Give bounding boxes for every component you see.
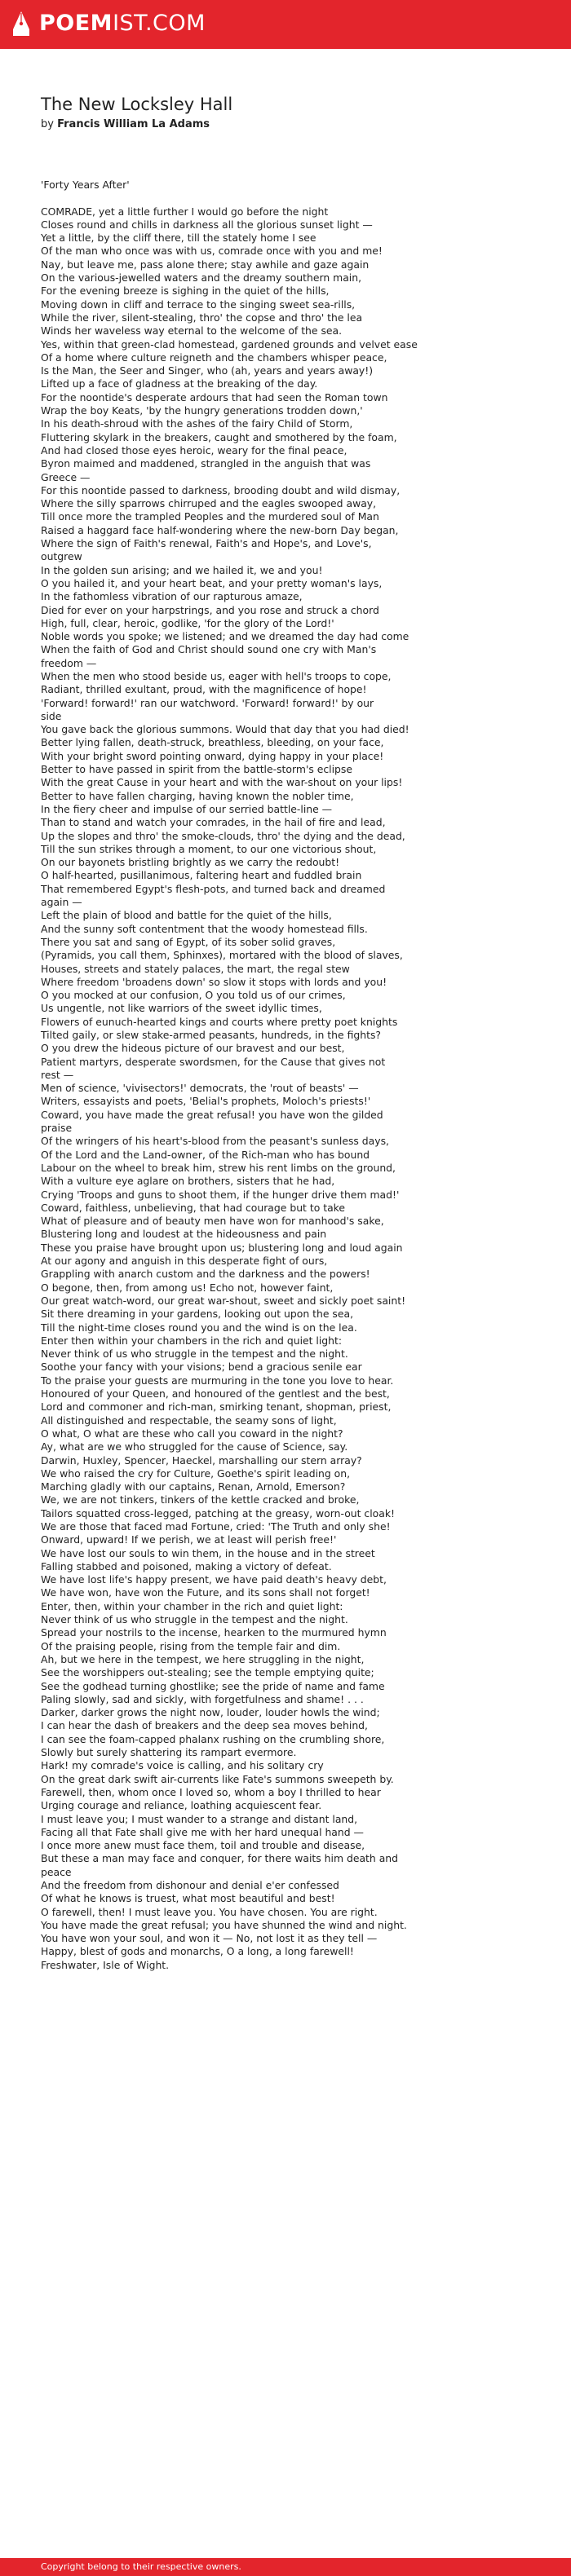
poem-line: On our bayonets bristling brightly as we carry the redoubt! [41, 856, 340, 869]
poem-line: Where the silly sparrows chirruped and the eagles swooped away, [41, 497, 377, 510]
logo-light: IST.COM [113, 11, 206, 36]
poem-line: Patient martyrs, desperate swordsmen, for the Cause that gives not [41, 1055, 386, 1068]
poem-line: Darwin, Huxley, Spencer, Haeckel, marshalling our stern array? [41, 1453, 362, 1467]
poem-line: We, we are not tinkers, tinkers of the kettle cracked and broke, [41, 1493, 360, 1506]
poem-line: Moving down in cliff and terrace to the singing sweet sea-rills, [41, 298, 356, 311]
site-footer [0, 2558, 571, 2576]
poem-line: O begone, then, from among us! Echo not, however faint, [41, 1281, 334, 1294]
poem-line: (Pyramids, you call them, Sphinxes), mortared with the blood of slaves, [41, 949, 403, 962]
poem-line: I must leave you; I must wander to a strange and distant land, [41, 1812, 358, 1825]
poem-line: Crying 'Troops and guns to shoot them, if the hunger drive them mad!' [41, 1188, 400, 1201]
poem-line: I can see the foam-capped phalanx rushing on the crumbling shore, [41, 1732, 385, 1745]
poem-line: Honoured of your Queen, and honoured of the gentlest and the best, [41, 1387, 390, 1400]
poem-line: You have made the great refusal; you have shunned the wind and night. [41, 1918, 407, 1931]
poem-line: Winds her waveless way eternal to the welcome of the sea. [41, 324, 343, 337]
poem-line: freedom — [41, 656, 97, 669]
poem-line: We have won, have won the Future, and its sons shall not forget! [41, 1586, 370, 1599]
poem-line: Better to have fallen charging, having known the nobler time, [41, 789, 354, 802]
poem-line: Wrap the boy Keats, 'by the hungry generations trodden down,' [41, 404, 363, 417]
poem-line: For the noontide's desperate ardours that had seen the Roman town [41, 390, 388, 404]
poem-line: To the praise your guests are murmuring in the tone you love to hear. [41, 1374, 394, 1387]
site-header [0, 0, 571, 49]
poem-line: For this noontide passed to darkness, brooding doubt and wild dismay, [41, 483, 401, 496]
poem-line: Coward, faithless, unbelieving, that had courage but to take [41, 1201, 346, 1214]
author-link[interactable]: Francis William La Adams [57, 118, 210, 130]
poem-line: praise [41, 1122, 73, 1135]
poem-line: O half-hearted, pusillanimous, faltering heart and fuddled brain [41, 869, 362, 882]
poem-line: Better to have passed in spirit from the battle-storm's eclipse [41, 763, 353, 776]
poem-line: Urging courage and reliance, loathing acquiescent fear. [41, 1799, 322, 1812]
poem-line: That remembered Egypt's flesh-pots, and turned back and dreamed [41, 882, 386, 895]
poem-line: We are those that faced mad Fortune, cried: 'The Truth and only she! [41, 1520, 391, 1533]
poem-line: We have lost life's happy present, we have paid death's heavy debt, [41, 1573, 387, 1586]
site-logo[interactable] [39, 11, 206, 37]
poem-line: O you hailed it, and your heart beat, and your pretty woman's lays, [41, 576, 383, 589]
poem-line: Slowly but surely shattering its rampart evermore. [41, 1746, 297, 1759]
poem-body [41, 179, 530, 1972]
poem-line: We have lost our souls to win them, in the house and in the street [41, 1546, 375, 1559]
poem-line: Byron maimed and maddened, strangled in the anguish that was [41, 457, 371, 470]
poem-line: All distinguished and respectable, the seamy sons of light, [41, 1414, 337, 1427]
poem-line: See the worshippers out-stealing; see the temple emptying quite; [41, 1666, 374, 1679]
poem-line: There you sat and sang of Egypt, of its sober solid graves, [41, 935, 336, 948]
poem-header [41, 94, 530, 131]
poem-line: Where freedom 'broadens down' so slow it stops with lords and you! [41, 975, 387, 988]
poem-line: 'Forty Years After' [41, 179, 130, 191]
poem-line: In the fathomless vibration of our rapturous amaze, [41, 590, 303, 603]
poem-title: The New Locksley Hall [41, 95, 233, 114]
poem-line: Till once more the trampled Peoples and the murdered soul of Man [41, 510, 379, 523]
poem-line: O you mocked at our confusion, O you told us of our crimes, [41, 989, 346, 1002]
poem-line: These you praise have brought upon us; blustering long and loud again [41, 1241, 403, 1254]
poem-line: Of the praising people, rising from the temple fair and dim. [41, 1639, 341, 1652]
poem-line: And the sunny soft contentment that the woody homestead fills. [41, 922, 368, 935]
poem-line: Up the slopes and thro' the smoke-clouds, thro' the dying and the dead, [41, 829, 405, 842]
poem-line: Coward, you have made the great refusal! you have won the gilded [41, 1108, 383, 1121]
poem-line: I once more anew must face them, toil and trouble and disease, [41, 1839, 365, 1852]
poem-line: Left the plain of blood and battle for the quiet of the hills, [41, 909, 332, 922]
poem-line: Blustering long and loudest at the hideousness and pain [41, 1228, 327, 1241]
poem-line: Enter, then, within your chamber in the rich and quiet light: [41, 1599, 343, 1612]
poem-line: With the great Cause in your heart and with the war-shout on your lips! [41, 776, 403, 789]
poem-line: Of a home where culture reigneth and the chambers whisper peace, [41, 351, 387, 364]
poem-line: Yet a little, by the cliff there, till the stately home I see [41, 232, 316, 245]
poem-line: 'Forward! forward!' ran our watchword. 'Forward! forward!' by our [41, 696, 374, 709]
poem-line: Where the sign of Faith's renewal, Faith's and Hope's, and Love's, [41, 537, 372, 550]
poem-line: Freshwater, Isle of Wight. [41, 1958, 170, 1971]
poem-line: Of the wringers of his heart's-blood from the peasant's sunless days, [41, 1135, 389, 1148]
poem-line: Is the Man, the Seer and Singer, who (ah, years and years away!) [41, 364, 374, 377]
poem-line: Sit there dreaming in your gardens, looking out upon the sea, [41, 1308, 354, 1321]
poem-line: Ah, but we here in the tempest, we here struggling in the night, [41, 1652, 365, 1665]
stanza-break [41, 192, 530, 205]
poem-line: Lifted up a face of gladness at the breaking of the day. [41, 377, 318, 390]
poem-line: Of the man who once was with us, comrade once with you and me! [41, 245, 383, 258]
poem-line: O what, O what are these who call you coward in the night? [41, 1427, 343, 1440]
poem-line: Than to stand and watch your comrades, in the hail of fire and lead, [41, 816, 386, 829]
poem-line: We who raised the cry for Culture, Goethe's spirit leading on, [41, 1467, 351, 1480]
poem-line: Raised a haggard face half-wondering where the new-born Day began, [41, 523, 399, 536]
poem-line: When the faith of God and Christ should sound one cry with Man's [41, 643, 377, 656]
poem-line: Never think of us who struggle in the tempest and the night. [41, 1613, 348, 1626]
poem-line: Our great watch-word, our great war-shout, sweet and sickly poet saint! [41, 1294, 406, 1307]
poem-line: Falling stabbed and poisoned, making a victory of defeat. [41, 1559, 332, 1573]
poem-line: Died for ever on your harpstrings, and you rose and struck a chord [41, 603, 379, 616]
poem-line: Labour on the wheel to break him, strew his rent limbs on the ground, [41, 1161, 396, 1174]
poem-line: In the golden sun arising; and we hailed it, we and you! [41, 563, 323, 576]
poem-line: O farewell, then! I must leave you. You have chosen. You are right. [41, 1905, 378, 1918]
poem-line: Of the Lord and the Land-owner, of the Rich-man who has bound [41, 1148, 370, 1161]
poem-line: peace [41, 1865, 72, 1878]
poem-line: While the river, silent-stealing, thro' the copse and thro' the lea [41, 311, 363, 324]
poem-line: With a vulture eye aglare on brothers, sisters that he had, [41, 1175, 335, 1188]
copyright-text: Copyright belong to their respective owners. [41, 2561, 241, 2572]
poem-line: Ay, what are we who struggled for the cause of Science, say. [41, 1440, 348, 1453]
poem-line: Happy, blest of gods and monarchs, O a long, a long farewell! [41, 1945, 354, 1958]
poem-line: Tilted gaily, or slew stake-armed peasants, hundreds, in the fights? [41, 1029, 381, 1041]
poem-line: Us ungentle, not like warriors of the sweet idyllic times, [41, 1002, 322, 1015]
poem-line: On the various-jewelled waters and the dreamy southern main, [41, 271, 362, 285]
poem-line: Paling slowly, sad and sickly, with forgetfulness and shame! . . . [41, 1692, 364, 1705]
poem-line: Fluttering skylark in the breakers, caught and smothered by the foam, [41, 430, 397, 443]
poem-line: side [41, 709, 62, 722]
poem-line: For the evening breeze is sighing in the quiet of the hills, [41, 285, 330, 298]
poem-line: Grappling with anarch custom and the darkness and the powers! [41, 1268, 370, 1281]
poem-line: What of pleasure and of beauty men have won for manhood's sake, [41, 1215, 384, 1228]
poem-line: Closes round and chills in darkness all the glorious sunset light — [41, 218, 373, 231]
poem-line: You have won your soul, and won it — No, not lost it as they tell — [41, 1932, 378, 1945]
poem-line: Till the night-time closes round you and the wind is on the lea. [41, 1321, 357, 1334]
poem-line: When the men who stood beside us, eager with hell's troops to cope, [41, 669, 392, 682]
poem-line: Spread your nostrils to the incense, hearken to the murmured hymn [41, 1626, 387, 1639]
poem-line: outgrew [41, 550, 82, 563]
poem-line: Darker, darker grows the night now, louder, louder howls the wind; [41, 1706, 380, 1719]
logo-bold: POEM [39, 11, 113, 36]
poem-line: Greece — [41, 470, 91, 483]
poem-line: again — [41, 896, 82, 909]
poem-line: Enter then within your chambers in the rich and quiet light: [41, 1334, 343, 1347]
poem-line: Facing all that Fate shall give me with her hard unequal hand — [41, 1825, 364, 1838]
poem-line: Noble words you spoke; we listened; and we dreamed the day had come [41, 630, 409, 643]
poem-line: Soothe your fancy with your visions; bend a gracious senile ear [41, 1361, 362, 1374]
byline [41, 118, 530, 131]
poem-line: See the godhead turning ghostlike; see the pride of name and fame [41, 1679, 385, 1692]
poem-line: Houses, streets and stately palaces, the mart, the regal stew [41, 962, 350, 975]
poem-line: And had closed those eyes heroic, weary for the final peace, [41, 443, 347, 457]
poem-line: Yes, within that green-clad homestead, gardened grounds and velvet ease [41, 337, 418, 351]
poem-line: Nay, but leave me, pass alone there; stay awhile and gaze again [41, 258, 370, 271]
poem-line: You gave back the glorious summons. Would that day that you had died! [41, 723, 409, 736]
poem-line: Lord and commoner and rich-man, smirking tenant, shopman, priest, [41, 1400, 392, 1414]
poem-line: Till the sun strikes through a moment, to our one victorious shout, [41, 842, 377, 855]
poem-line: Never think of us who struggle in the tempest and the night. [41, 1348, 348, 1361]
poem-line: On the great dark swift air-currents like Fate's summons sweepeth by. [41, 1772, 394, 1785]
poem-line: But these a man may face and conquer, for there waits him death and [41, 1852, 399, 1865]
by-label: by [41, 118, 54, 130]
poem-line: Men of science, 'vivisectors!' democrats, the 'rout of beasts' — [41, 1082, 359, 1095]
poem-line: Farewell, then, whom once I loved so, whom a boy I thrilled to hear [41, 1785, 381, 1798]
poem-line: With your bright sword pointing onward, dying happy in your place! [41, 749, 384, 762]
poem-line: Hark! my comrade's voice is calling, and his solitary cry [41, 1759, 324, 1772]
poem-line: Marching gladly with our captains, Renan, Arnold, Emerson? [41, 1480, 346, 1493]
poem-line: And the freedom from dishonour and denial e'er confessed [41, 1879, 339, 1891]
poem-line: I can hear the dash of breakers and the deep sea moves behind, [41, 1719, 368, 1732]
poem-line: Of what he knows is truest, what most beautiful and best! [41, 1892, 335, 1905]
poem-line: High, full, clear, heroic, godlike, 'for the glory of the Lord!' [41, 616, 334, 629]
poem-line: In his death-shroud with the ashes of the fairy Child of Storm, [41, 417, 353, 430]
poem-line: O you drew the hideous picture of our bravest and our best, [41, 1042, 345, 1055]
poem-line: rest — [41, 1068, 74, 1081]
fountain-pen-icon[interactable] [11, 11, 31, 36]
poem-line: In the fiery cheer and impulse of our serried battle-line — [41, 802, 333, 815]
poem-line: Better lying fallen, death-struck, breathless, bleeding, on your face, [41, 736, 384, 749]
poem-line: COMRADE, yet a little further I would go before the night [41, 205, 329, 218]
poem-line: Flowers of eunuch-hearted kings and courts where pretty poet knights [41, 1015, 398, 1028]
poem-line: At our agony and anguish in this desperate fight of ours, [41, 1255, 328, 1268]
poem-line: Radiant, thrilled exultant, proud, with the magnificence of hope! [41, 683, 367, 696]
poem-line: Writers, essayists and poets, 'Belial's prophets, Moloch's priests!' [41, 1095, 371, 1108]
poem-line: Onward, upward! If we perish, we at least will perish free!' [41, 1533, 337, 1546]
poem-line: Tailors squatted cross-legged, patching at the greasy, worn-out cloak! [41, 1506, 395, 1520]
